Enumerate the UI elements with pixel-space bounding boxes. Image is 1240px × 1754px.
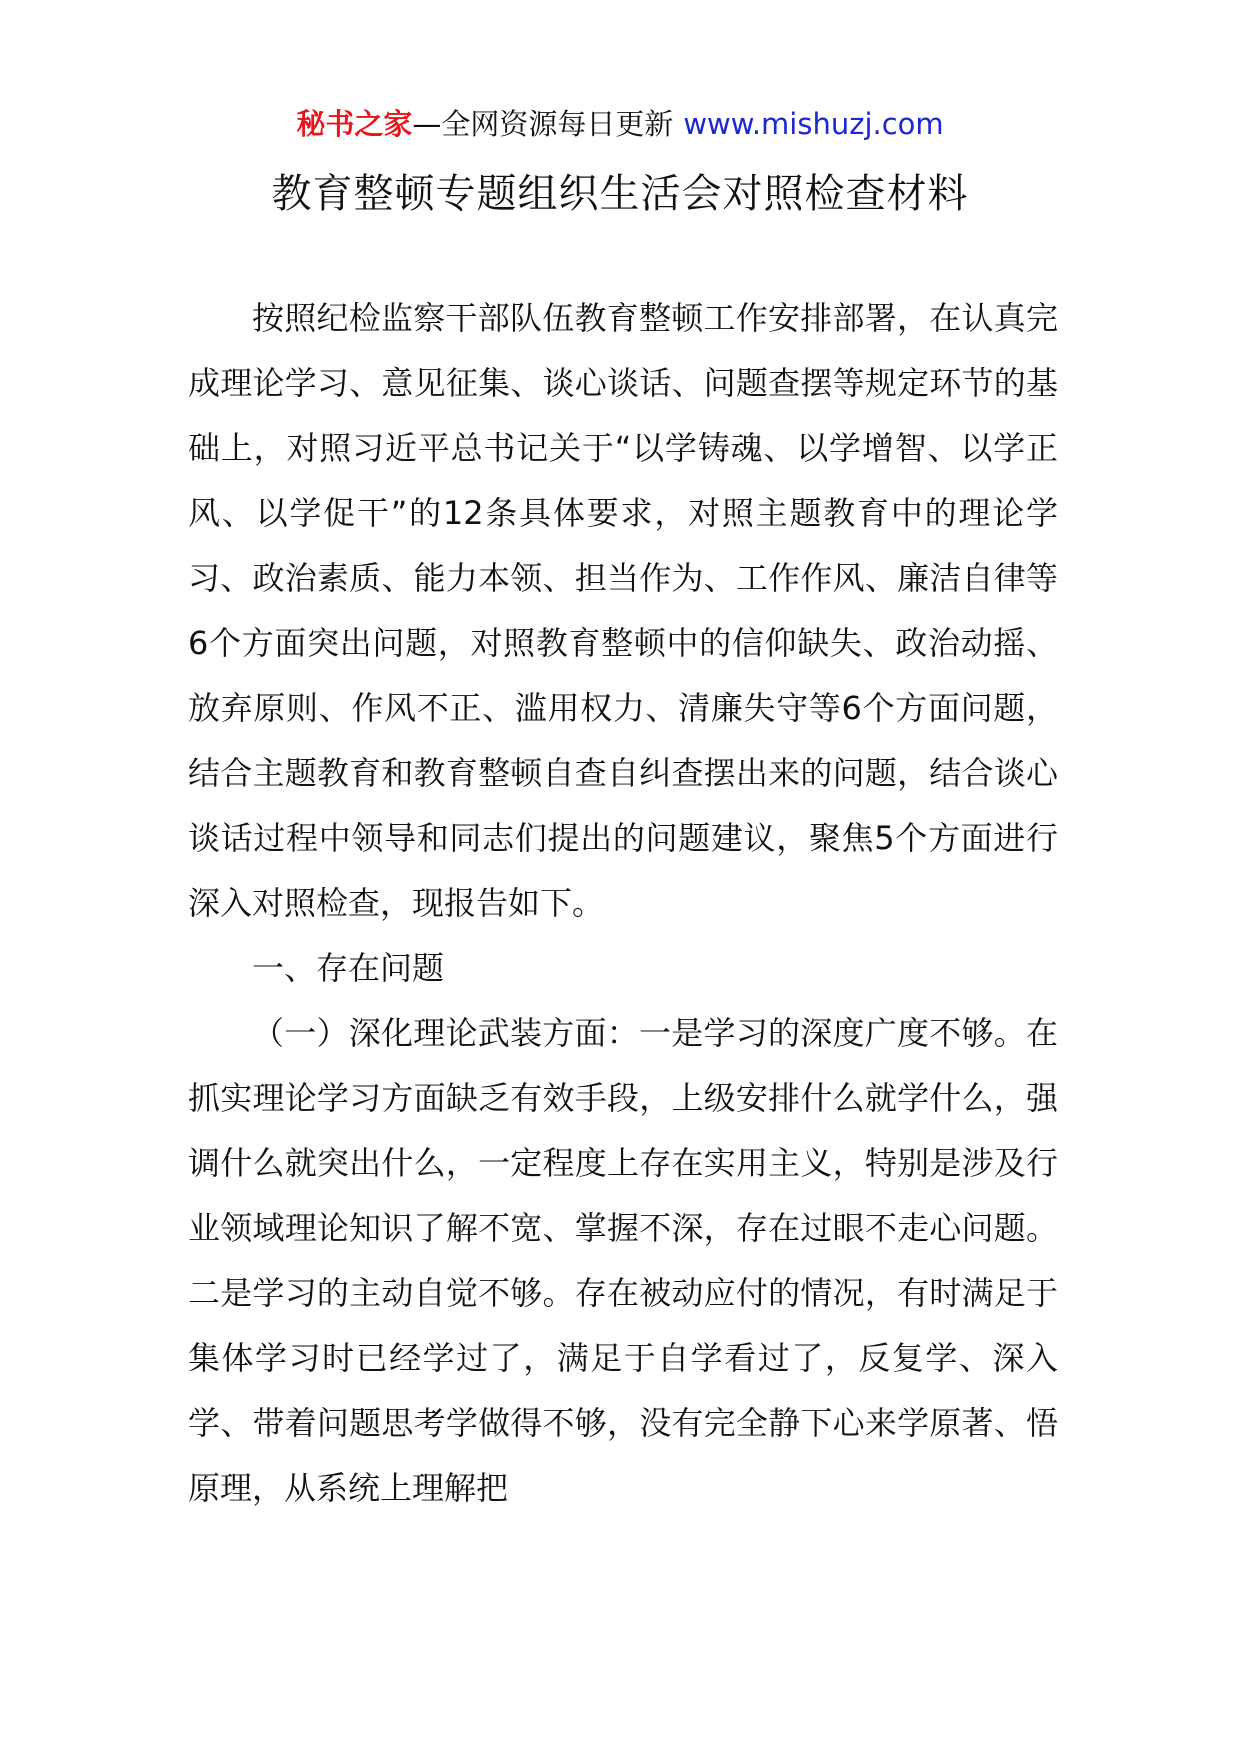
header-tagline: —全网资源每日更新 [412, 107, 674, 141]
site-header [0, 104, 1240, 144]
document-title: 教育整顿专题组织生活会对照检查材料 [271, 171, 969, 217]
section-heading: 一、存在问题 [252, 949, 445, 987]
brand-name: 秘书之家 [296, 107, 413, 141]
body-paragraph: （一）深化理论武装方面：一是学习的深度广度不够。在抓实理论学习方面缺乏有效手段，上级安排什么就学什么，强调什么就突出什么，一定程度上存在实用主义，特别是涉及行业领域理论知识了解不宽、掌握不深，存在过眼不走心问题。二是学习的主动自觉不够。存在被动应付的情况，有时满足于集体学习时已经学过了，满足于自学看过了，反复学、深入学、带着问题思考学做得不够，没有完全静下心来学原著、悟原理，从系统上理解把 [188, 1014, 1058, 1507]
document-body [188, 286, 1058, 1521]
site-url-link[interactable]: www.mishuzj.com [683, 107, 944, 141]
intro-paragraph: 按照纪检监察干部队伍教育整顿工作安排部署，在认真完成理论学习、意见征集、谈心谈话、问题查摆等规定环节的基础上，对照习近平总书记关于“以学铸魂、以学增智、以学正风、以学促干”的12条具体要求，对照主题教育中的理论学习、政治素质、能力本领、担当作为、工作作风、廉洁自律等6个方面突出问题，对照教育整顿中的信仰缺失、政治动摇、放弃原则、作风不正、滥用权力、清廉失守等6个方面问题，结合主题教育和教育整顿自查自纠查摆出来的问题，结合谈心谈话过程中领导和同志们提出的问题建议，聚焦5个方面进行深入对照检查，现报告如下。 [188, 299, 1058, 922]
